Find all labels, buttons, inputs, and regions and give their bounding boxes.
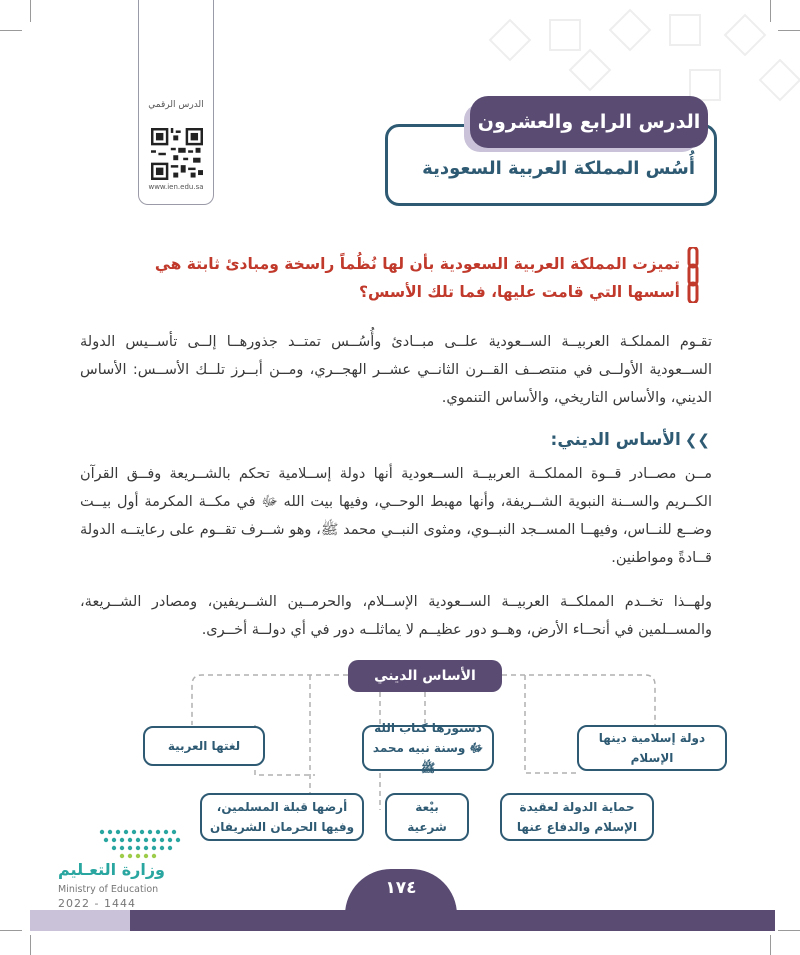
digital-lesson-card[interactable]: [138, 0, 214, 205]
diagram-root: الأساس الديني: [348, 660, 502, 692]
ministry-logo-icon: [92, 826, 192, 860]
paragraph-service: ولهــذا تخــدم المملكــة العربيــة الســعودية الإســلام، والحرمــين الشــريفين، ومصادر الشــريعة، والمســلمين في أنحــاء الأرض، وهــو دور عظيــم لا يماثلــه دور في أي دولــة أخــرى.: [80, 594, 712, 638]
edition-year: 2022 - 1444: [58, 897, 136, 910]
crop-mark: [30, 0, 31, 22]
ministry-name-english: Ministry of Education: [58, 884, 159, 895]
crop-mark: [0, 30, 22, 31]
chain-link-icon: [686, 247, 700, 303]
diagram-box-bayah-line1: بيْعة: [415, 800, 439, 814]
diagram-box-constitution: دستورها كتاب الله ﷻ وسنة نبيه محمد ﷺ: [362, 725, 494, 771]
crop-mark: [770, 935, 771, 955]
double-chevron-icon: ❯❯: [684, 431, 710, 449]
page-number: ١٧٤: [385, 878, 417, 898]
crop-mark: [0, 930, 22, 931]
crop-mark: [778, 930, 800, 931]
footer-bar-accent: [30, 910, 130, 931]
section-heading-religious: [380, 430, 710, 450]
section-heading-text: الأساس الديني:: [550, 430, 681, 450]
paragraph-religious: مــن مصــادر قــوة المملكــة العربيــة الســعودية أنها دولة إســلامية تحكم بالشــريعة وفــق القرآن الكــريم والســنة النبوية الشــريفة، وأنها مهبط الوحــي، وفيها بيت الله ﷻ في مكــة المكرمة أول بيــت وضــع للنــاس، وفيهــا المســجد النبــوي، ومثوى النبــي محمد ﷺ، وهو شــرف تقــوم على رعايتــه الدولة قــادةً ومواطنين.: [80, 466, 712, 566]
lesson-subtitle: أُسُس المملكة العربية السعودية: [422, 158, 695, 179]
diagram-box-bayah-line2: شرعية: [407, 820, 447, 834]
background-pattern: [470, 0, 800, 110]
qr-code-icon[interactable]: [151, 128, 203, 180]
intro-question: تميزت المملكة العربية السعودية بأن لها نُظُماً راسخة ومبادئ ثابتة هي أسسها التي قامت عليها، فما تلك الأسس؟: [154, 255, 680, 301]
digital-lesson-url[interactable]: www.ien.edu.sa: [148, 183, 204, 191]
ministry-name-arabic: وزارة التعـليم: [58, 860, 165, 879]
digital-lesson-label: الدرس الرقمي: [148, 100, 204, 110]
crop-mark: [30, 935, 31, 955]
diagram-box-islamic-state: دولة إسلامية دينها الإسلام: [577, 725, 727, 771]
diagram-box-bayah: [385, 793, 469, 841]
diagram-box-language: لغتها العربية: [143, 726, 265, 766]
paragraph-foundations: تقـوم المملكـة العربيــة الســعودية علــى مبــادئ وأُسُــس تمتــد جذورهــا إلــى تأســيس الدولة الســعودية الأولــى في منتصــف القــرن الثانــي عشــر الهجــري، ومــن أبــرز تلــك الأســس: الأساس الديني، والأساس التاريخي، والأساس التنموي.: [80, 334, 712, 406]
diagram-box-protection: حماية الدولة لعقيدة الإسلام والدفاع عنها: [500, 793, 654, 841]
lesson-number-title: الدرس الرابع والعشرون: [470, 96, 708, 148]
diagram-box-land: أرضها قبلة المسلمين، وفيها الحرمان الشريفان: [200, 793, 364, 841]
